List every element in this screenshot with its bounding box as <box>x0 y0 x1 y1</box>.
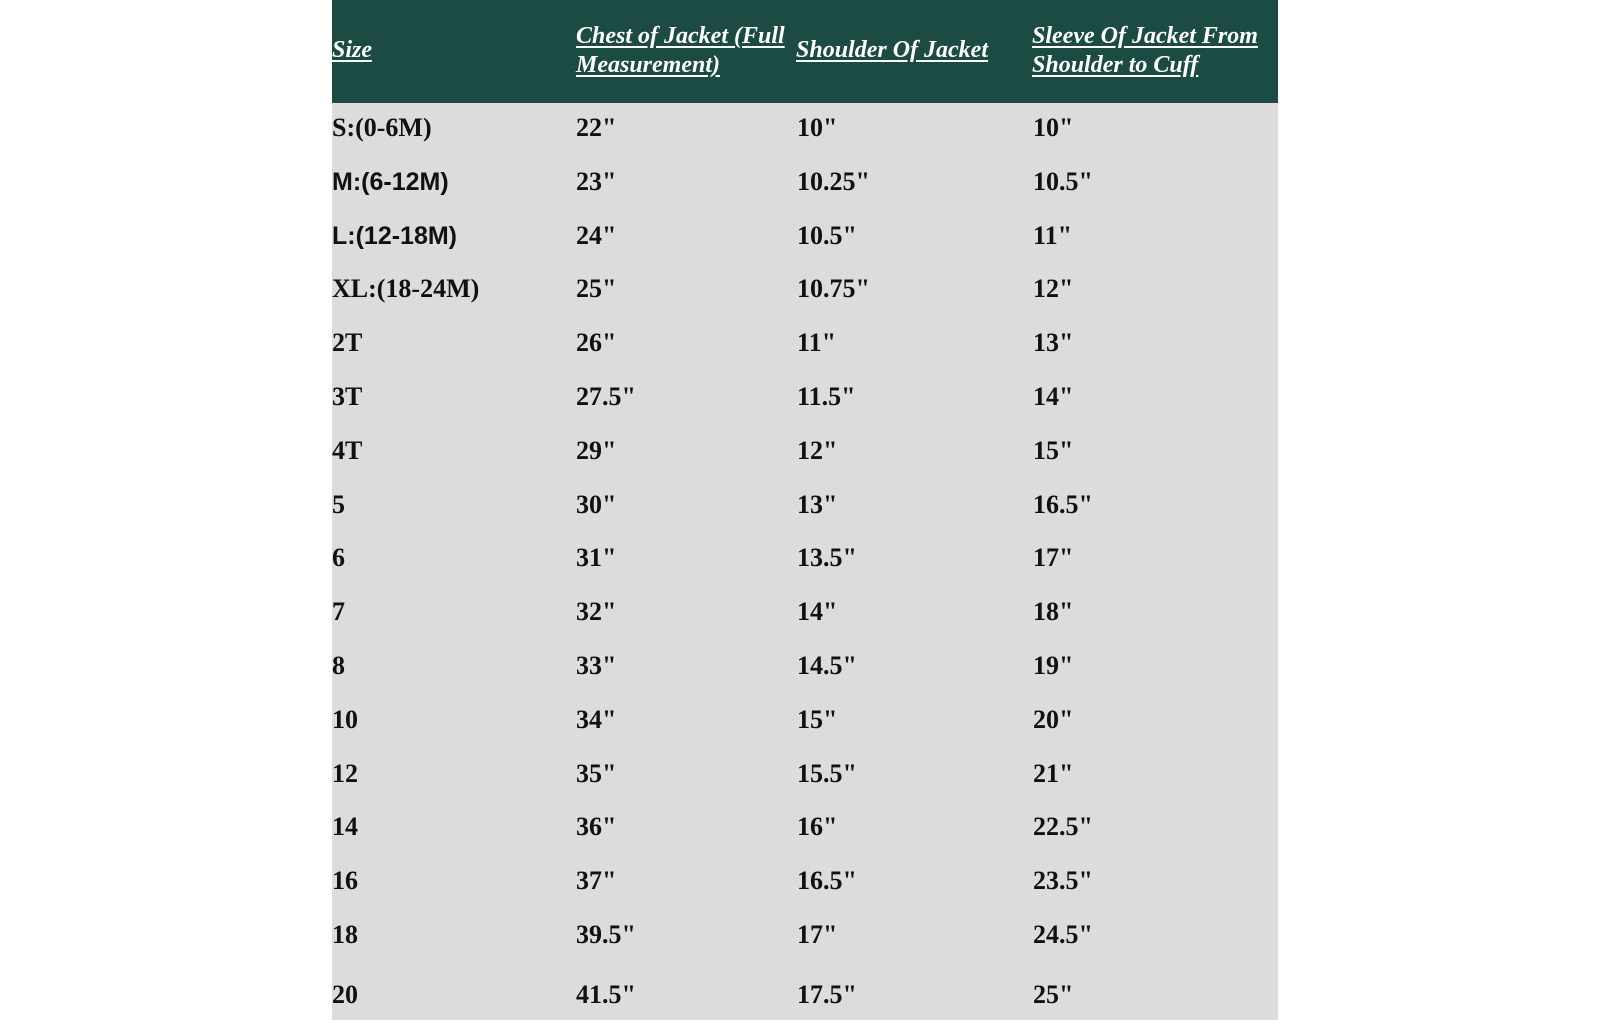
chest-cell: 39.5" <box>576 919 636 949</box>
table-row <box>332 587 1278 641</box>
header-shoulder: Shoulder Of Jacket <box>796 37 988 63</box>
shoulder-cell: 13" <box>797 489 838 519</box>
sleeve-cell: 23.5" <box>1033 866 1093 896</box>
size-cell: 16 <box>332 866 358 896</box>
table-row <box>332 641 1278 695</box>
chest-cell: 31" <box>576 543 617 573</box>
table-row <box>332 856 1278 910</box>
sleeve-cell: 13" <box>1033 328 1074 358</box>
chest-cell: 36" <box>576 812 617 842</box>
sleeve-cell: 17" <box>1033 543 1074 573</box>
size-cell: 6 <box>332 543 345 573</box>
header-sleeve: Sleeve Of Jacket From Shoulder to Cuff <box>1032 23 1258 78</box>
size-cell: 12 <box>332 758 358 788</box>
table-row <box>332 802 1278 856</box>
size-cell: 8 <box>332 650 345 680</box>
sleeve-cell: 22.5" <box>1033 812 1093 842</box>
chest-cell: 22" <box>576 113 617 142</box>
table-row <box>332 964 1278 1030</box>
header-size: Size <box>332 37 373 63</box>
sleeve-cell: 18" <box>1033 597 1074 627</box>
shoulder-cell: 14" <box>797 597 838 627</box>
chest-cell: 30" <box>576 489 617 519</box>
size-cell: M:(6-12M) <box>332 167 449 196</box>
shoulder-cell: 12" <box>797 435 838 465</box>
size-cell: 10 <box>332 704 358 734</box>
sleeve-cell: 10.5" <box>1033 166 1093 196</box>
chest-cell: 27.5" <box>576 381 636 411</box>
size-cell: S:(0-6M) <box>332 113 432 142</box>
sleeve-cell: 25" <box>1033 979 1074 1009</box>
chest-cell: 35" <box>576 758 617 788</box>
chest-cell: 23" <box>576 166 617 196</box>
sleeve-cell: 15" <box>1033 435 1074 465</box>
shoulder-cell: 15" <box>797 704 838 734</box>
size-cell: 4T <box>332 435 363 465</box>
chest-cell: 33" <box>576 650 617 680</box>
chest-cell: 29" <box>576 435 617 465</box>
size-cell: 18 <box>332 919 358 949</box>
chest-cell: 37" <box>576 866 617 896</box>
shoulder-cell: 17.5" <box>797 979 857 1009</box>
table-row <box>332 264 1278 318</box>
chest-cell: 34" <box>576 704 617 734</box>
shoulder-cell: 10.25" <box>797 166 870 196</box>
size-cell: 2T <box>332 328 363 358</box>
size-cell: 14 <box>332 812 358 842</box>
table-row <box>332 533 1278 587</box>
shoulder-cell: 16" <box>797 812 838 842</box>
table-body <box>332 103 1278 1030</box>
table-row <box>332 480 1278 534</box>
table-row <box>332 910 1278 964</box>
sleeve-cell: 19" <box>1033 650 1074 680</box>
size-cell: 20 <box>332 979 358 1009</box>
size-cell: XL:(18-24M) <box>332 274 480 304</box>
shoulder-cell: 10.5" <box>797 220 857 250</box>
table-row <box>332 318 1278 372</box>
size-cell: 7 <box>332 597 345 627</box>
sleeve-cell: 20" <box>1033 704 1074 734</box>
sleeve-cell: 11" <box>1033 220 1072 250</box>
sleeve-cell: 24.5" <box>1033 919 1093 949</box>
shoulder-cell: 17" <box>797 919 838 949</box>
table-row <box>332 695 1278 749</box>
sleeve-cell: 14" <box>1033 381 1074 411</box>
table-header <box>332 0 1278 103</box>
shoulder-cell: 15.5" <box>797 758 857 788</box>
size-cell: 3T <box>332 381 363 411</box>
table-row <box>332 372 1278 426</box>
table-row <box>332 749 1278 803</box>
chest-cell: 24" <box>576 220 617 250</box>
shoulder-cell: 10" <box>797 113 838 142</box>
size-cell: L:(12-18M) <box>332 221 458 250</box>
chest-cell: 26" <box>576 328 617 358</box>
shoulder-cell: 11.5" <box>797 381 856 411</box>
chest-cell: 41.5" <box>576 979 636 1009</box>
sleeve-cell: 16.5" <box>1033 489 1093 519</box>
table-row <box>332 211 1278 265</box>
sleeve-cell: 10" <box>1033 113 1074 142</box>
shoulder-cell: 11" <box>797 328 836 358</box>
header-chest: Chest of Jacket (Full Measurement) <box>576 23 785 78</box>
sleeve-cell: 12" <box>1033 274 1074 304</box>
size-cell: 5 <box>332 489 345 519</box>
shoulder-cell: 16.5" <box>797 866 857 896</box>
size-chart-table <box>332 0 1278 1020</box>
shoulder-cell: 10.75" <box>797 274 870 304</box>
table-row <box>332 157 1278 211</box>
sleeve-cell: 21" <box>1033 758 1074 788</box>
chest-cell: 32" <box>576 597 617 627</box>
table-row <box>332 103 1278 157</box>
shoulder-cell: 13.5" <box>797 543 857 573</box>
shoulder-cell: 14.5" <box>797 650 857 680</box>
chest-cell: 25" <box>576 274 617 304</box>
table-row <box>332 426 1278 480</box>
